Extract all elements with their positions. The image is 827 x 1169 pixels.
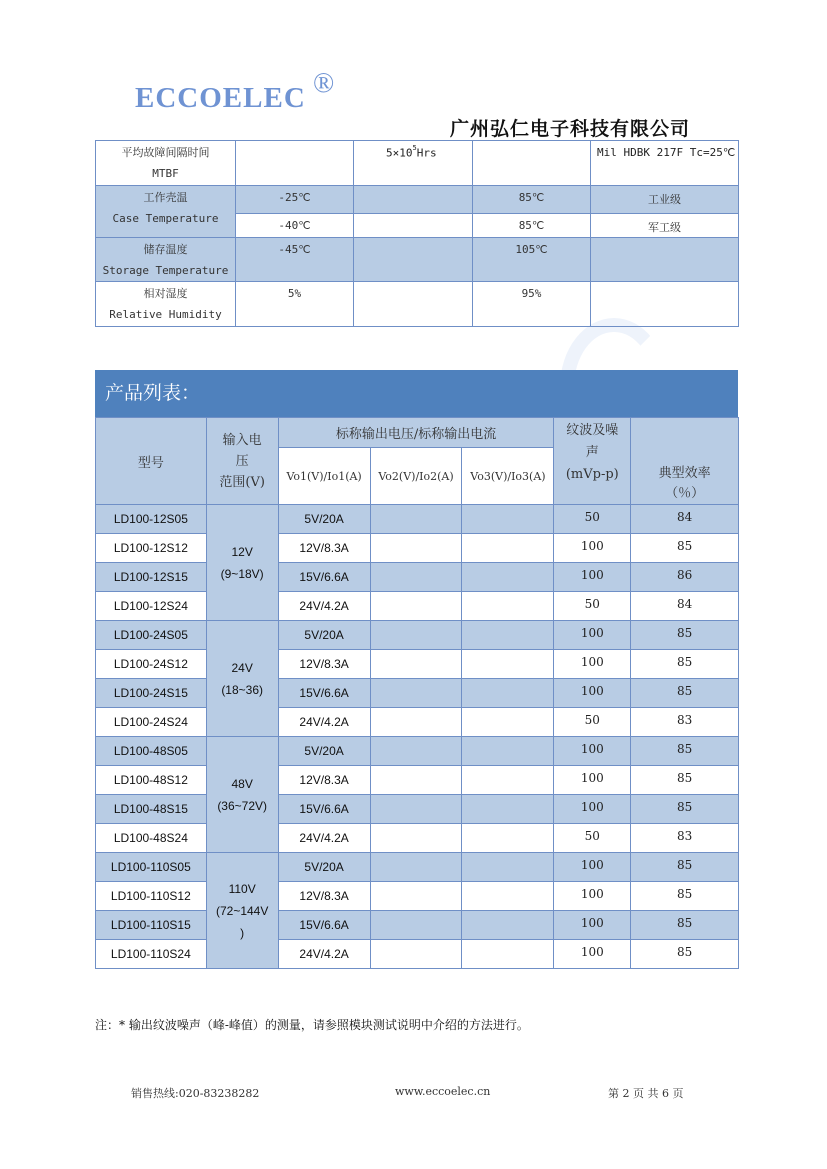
vo1-cell: 5V/20A (278, 853, 370, 882)
vo2-cell (370, 795, 462, 824)
input-range-cell: 12V (9~18V) (206, 505, 278, 621)
vo2-cell (370, 911, 462, 940)
storage-min: -45℃ (236, 238, 354, 282)
vo3-cell (462, 882, 554, 911)
product-row (96, 708, 739, 737)
header-vo3: Vo3(V)/Io3(A) (462, 448, 554, 505)
vo3-cell (462, 534, 554, 563)
efficiency-cell: 85 (631, 766, 739, 795)
header-efficiency: 典型效率 （％） (631, 418, 739, 505)
mtbf-note: Mil HDBK 217F Tc=25℃ (591, 141, 739, 186)
vo2-cell (370, 534, 462, 563)
vo2-cell (370, 650, 462, 679)
efficiency-cell: 85 (631, 621, 739, 650)
humidity-max: 95% (473, 282, 591, 327)
case-temp-name-cn: 工作壳温 (143, 191, 188, 204)
model-cell: LD100-110S05 (96, 853, 207, 882)
product-row (96, 505, 739, 534)
ripple-cell: 100 (554, 650, 631, 679)
vo3-cell (462, 708, 554, 737)
efficiency-cell: 84 (631, 592, 739, 621)
product-row (96, 882, 739, 911)
vo3-cell (462, 650, 554, 679)
vo2-cell (370, 737, 462, 766)
vo3-cell (462, 795, 554, 824)
product-row (96, 766, 739, 795)
model-cell: LD100-24S15 (96, 679, 207, 708)
humidity-name-cn: 相对湿度 (143, 287, 188, 300)
spec-row-humidity (96, 282, 739, 327)
ripple-cell: 50 (554, 505, 631, 534)
ripple-cell: 100 (554, 853, 631, 882)
product-row (96, 534, 739, 563)
header-vo1: Vo1(V)/Io1(A) (278, 448, 370, 505)
case-temp-grade: 工业级 (591, 186, 739, 214)
efficiency-cell: 85 (631, 853, 739, 882)
vo2-cell (370, 766, 462, 795)
mtbf-label (96, 141, 236, 186)
company-logo (135, 68, 336, 115)
ripple-cell: 50 (554, 592, 631, 621)
model-cell: LD100-48S05 (96, 737, 207, 766)
vo1-cell: 15V/6.6A (278, 563, 370, 592)
vo1-cell: 24V/4.2A (278, 824, 370, 853)
vo3-cell (462, 766, 554, 795)
vo3-cell (462, 621, 554, 650)
vo3-cell (462, 592, 554, 621)
storage-label (96, 238, 236, 282)
vo2-cell (370, 708, 462, 737)
model-cell: LD100-12S24 (96, 592, 207, 621)
header-model: 型号 (96, 418, 207, 505)
ripple-cell: 100 (554, 911, 631, 940)
model-cell: LD100-12S05 (96, 505, 207, 534)
model-cell: LD100-48S12 (96, 766, 207, 795)
humidity-min: 5% (236, 282, 354, 327)
header-output-group: 标称输出电压/标称输出电流 (278, 418, 554, 448)
vo1-cell: 12V/8.3A (278, 882, 370, 911)
vo2-cell (370, 679, 462, 708)
product-row (96, 563, 739, 592)
vo2-cell (370, 505, 462, 534)
vo1-cell: 24V/4.2A (278, 708, 370, 737)
vo2-cell (370, 824, 462, 853)
case-temp-name-en: Case Temperature (112, 212, 219, 225)
efficiency-cell: 85 (631, 911, 739, 940)
logo-text: ECCOELEC (135, 82, 306, 114)
section-title: 产品列表： (95, 370, 738, 417)
ripple-cell: 100 (554, 795, 631, 824)
ripple-cell: 100 (554, 534, 631, 563)
page-number: 第 2 页 共 6 页 (608, 1087, 684, 1100)
vo2-cell (370, 853, 462, 882)
case-temp-min: -40℃ (236, 214, 354, 238)
efficiency-cell: 85 (631, 882, 739, 911)
product-row (96, 824, 739, 853)
model-cell: LD100-110S15 (96, 911, 207, 940)
input-range-cell: 24V (18~36) (206, 621, 278, 737)
vo3-cell (462, 737, 554, 766)
spec-table (95, 140, 739, 327)
storage-name-cn: 储存温度 (143, 243, 188, 256)
vo1-cell: 5V/20A (278, 737, 370, 766)
product-row (96, 592, 739, 621)
vo3-cell (462, 940, 554, 969)
product-row (96, 795, 739, 824)
ripple-cell: 50 (554, 708, 631, 737)
mtbf-value: $5\times 10^5Hrs$ (354, 141, 473, 186)
efficiency-cell: 86 (631, 563, 739, 592)
vo2-cell (370, 882, 462, 911)
model-cell: LD100-110S24 (96, 940, 207, 969)
efficiency-cell: 85 (631, 534, 739, 563)
product-table (95, 417, 739, 969)
website-link[interactable]: www.eccoelec.cn (395, 1085, 491, 1098)
ripple-cell: 100 (554, 563, 631, 592)
efficiency-cell: 85 (631, 737, 739, 766)
vo1-cell: 24V/4.2A (278, 592, 370, 621)
vo2-cell (370, 563, 462, 592)
humidity-name-en: Relative Humidity (109, 308, 222, 321)
sales-hotline: 销售热线:020-83238282 (131, 1087, 260, 1100)
mtbf-name-cn: 平均故障间隔时间 (121, 146, 210, 159)
product-row (96, 737, 739, 766)
product-row (96, 853, 739, 882)
vo1-cell: 12V/8.3A (278, 766, 370, 795)
case-temp-max: 85℃ (473, 214, 591, 238)
vo1-cell: 15V/6.6A (278, 911, 370, 940)
ripple-cell: 100 (554, 679, 631, 708)
input-range-cell: 48V (36~72V) (206, 737, 278, 853)
spec-row-mtbf (96, 141, 739, 186)
ripple-cell: 100 (554, 621, 631, 650)
header-ripple: 纹波及噪 声 (mVp-p) (554, 418, 631, 505)
vo1-cell: 15V/6.6A (278, 795, 370, 824)
vo3-cell (462, 853, 554, 882)
storage-name-en: Storage Temperature (102, 264, 229, 277)
spec-row-storage (96, 238, 739, 282)
ripple-cell: 50 (554, 824, 631, 853)
header-vo2: Vo2(V)/Io2(A) (370, 448, 462, 505)
model-cell: LD100-12S15 (96, 563, 207, 592)
efficiency-cell: 85 (631, 940, 739, 969)
model-cell: LD100-110S12 (96, 882, 207, 911)
input-range-cell: 110V (72~144V ) (206, 853, 278, 969)
efficiency-cell: 85 (631, 795, 739, 824)
model-cell: LD100-24S24 (96, 708, 207, 737)
vo1-cell: 24V/4.2A (278, 940, 370, 969)
efficiency-cell: 84 (631, 505, 739, 534)
vo1-cell: 15V/6.6A (278, 679, 370, 708)
model-cell: LD100-12S12 (96, 534, 207, 563)
case-temp-max: 85℃ (473, 186, 591, 214)
efficiency-cell: 85 (631, 650, 739, 679)
efficiency-cell: 83 (631, 708, 739, 737)
vo2-cell (370, 592, 462, 621)
case-temp-min: -25℃ (236, 186, 354, 214)
product-row (96, 621, 739, 650)
vo2-cell (370, 940, 462, 969)
header-input: 输入电 压 范围(V) (206, 418, 278, 505)
humidity-label (96, 282, 236, 327)
spec-row-case-temp (96, 186, 739, 214)
model-cell: LD100-24S05 (96, 621, 207, 650)
vo3-cell (462, 505, 554, 534)
vo3-cell (462, 563, 554, 592)
product-row (96, 650, 739, 679)
efficiency-cell: 83 (631, 824, 739, 853)
vo1-cell: 5V/20A (278, 505, 370, 534)
vo3-cell (462, 824, 554, 853)
model-cell: LD100-48S24 (96, 824, 207, 853)
ripple-cell: 100 (554, 737, 631, 766)
vo3-cell (462, 911, 554, 940)
ripple-cell: 100 (554, 940, 631, 969)
model-cell: LD100-24S12 (96, 650, 207, 679)
footnote: 注：* 输出纹波噪声（峰-峰值）的测量，请参照模块测试说明中介绍的方法进行。 (95, 1018, 529, 1032)
company-name: 广州弘仁电子科技有限公司 (450, 118, 691, 140)
ripple-cell: 100 (554, 766, 631, 795)
product-row (96, 940, 739, 969)
storage-max: 105℃ (473, 238, 591, 282)
vo3-cell (462, 679, 554, 708)
ripple-cell: 100 (554, 882, 631, 911)
vo1-cell: 12V/8.3A (278, 650, 370, 679)
vo2-cell (370, 621, 462, 650)
mtbf-name-en: MTBF (152, 167, 179, 180)
case-temp-grade: 军工级 (591, 214, 739, 238)
product-row (96, 911, 739, 940)
registered-mark: ® (313, 68, 336, 99)
vo1-cell: 5V/20A (278, 621, 370, 650)
model-cell: LD100-48S15 (96, 795, 207, 824)
case-temp-label (96, 186, 236, 238)
product-row (96, 679, 739, 708)
efficiency-cell: 85 (631, 679, 739, 708)
product-header-row (96, 418, 739, 448)
vo1-cell: 12V/8.3A (278, 534, 370, 563)
